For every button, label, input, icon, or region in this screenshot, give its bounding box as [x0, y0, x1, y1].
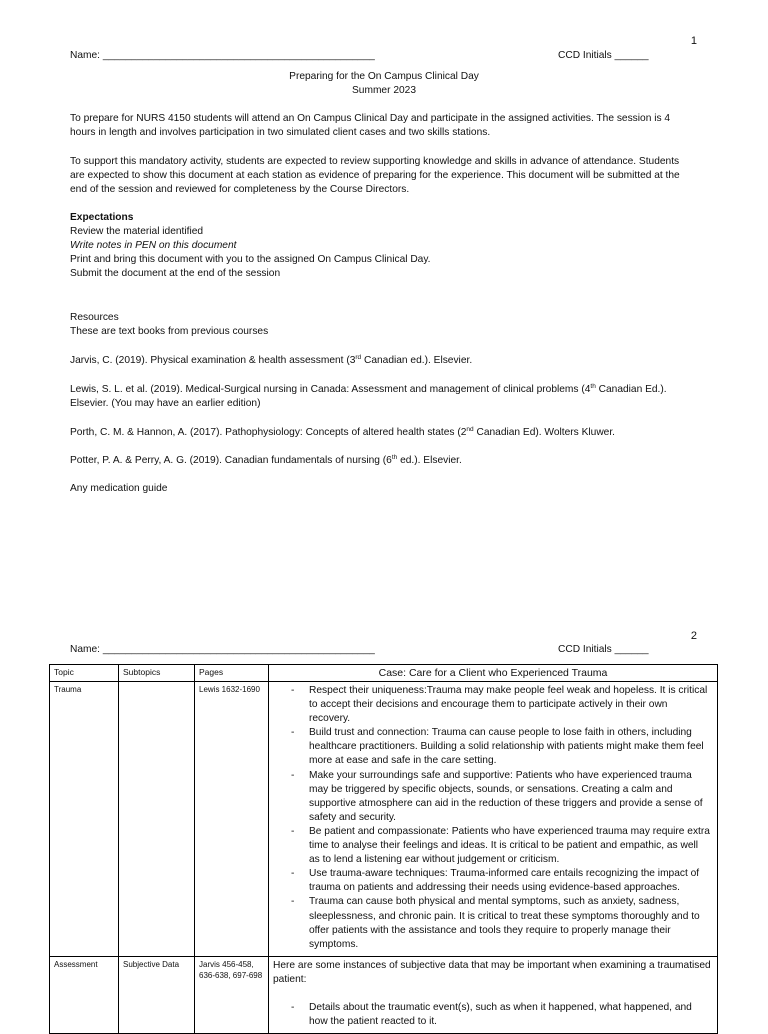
expectation-item: Print and bring this document with you to the assigned On Campus Clinical Day. [70, 254, 431, 265]
row-subtopic [119, 682, 195, 957]
resources-heading: Resources [70, 312, 119, 323]
expectation-item: Submit the document at the end of the session [70, 268, 281, 279]
row-topic: Assessment [50, 956, 119, 1033]
header-case: Case: Care for a Client who Experienced Trauma [269, 665, 718, 682]
list-item: - Details about the traumatic event(s), such as when it happened, what happened, and how the patient reacted to it. [309, 1001, 711, 1029]
resources-subheading: These are text books from previous courses [70, 326, 269, 337]
expectations-heading: Expectations [70, 212, 134, 223]
document-term: Summer 2023 [352, 85, 416, 96]
row-topic: Trauma [50, 682, 119, 957]
page-number: 1 [690, 35, 697, 47]
reference-lewis: Lewis, S. L. et al. (2019). Medical-Surgical nursing in Canada: Assessment and management of clinical problems (4th Canadian Ed.). Elsevier. (You may have an earlier edition) [70, 383, 667, 409]
page-number: 2 [690, 630, 697, 642]
list-item: - Be patient and compassionate: Patients who have experienced trauma may require extra time to analyse their feelings and ideas. It is critical to be patient and empathic, as well as to lend a listening ear without judgement or criticism. [309, 825, 711, 867]
list-item: - Respect their uniqueness:Trauma may make people feel weak and hopeless. It is critical to accept their decisions and encourage them to participate actively in their own recovery. [309, 684, 711, 726]
list-item: - Make your surroundings safe and supportive: Patients who have experienced trauma may be triggered by specific objects, sounds, or sensations. Creating a calm and supportive atmosphere can aid in the reduction of these triggers and provide a sense of safety and security. [309, 769, 711, 825]
reference-jarvis: Jarvis, C. (2019). Physical examination & health assessment (3rd Canadian ed.). Elsevier. [70, 354, 473, 366]
reference-porth: Porth, C. M. & Hannon, A. (2017). Pathophysiology: Concepts of altered health states (2nd Canadian Ed). Wolters Kluwer. [70, 426, 616, 438]
list-item: - Use trauma-aware techniques: Trauma-informed care entails recognizing the impact of trauma on patients and addressing their needs using evidence-based approaches. [309, 867, 711, 895]
trauma-case-table [49, 664, 718, 1034]
resources-section [70, 311, 690, 339]
intro-paragraph: To prepare for NURS 4150 students will attend an On Campus Clinical Day and participate in the assigned activities. The session is 4 hours in length and involves participation in two simulated client cases and two skills stations. [70, 113, 671, 138]
table-row [50, 682, 718, 957]
row-pages: Jarvis 456-458, 636-638, 697-698 [195, 956, 269, 1033]
row-subtopic: Subjective Data [119, 956, 195, 1033]
table-header-row [50, 665, 718, 682]
medication-guide-note: Any medication guide [70, 483, 168, 494]
ccd-initials-field: CCD Initials ______ [558, 644, 649, 655]
ccd-initials-field: CCD Initials ______ [558, 50, 649, 61]
reference-potter: Potter, P. A. & Perry, A. G. (2019). Canadian fundamentals of nursing (6th ed.). Elsevier. [70, 454, 462, 466]
header-pages: Pages [195, 665, 269, 682]
expectations-section [70, 211, 690, 281]
row-intro-text: Here are some instances of subjective data that may be important when examining a traumatised patient: [273, 959, 711, 985]
header-topic: Topic [50, 665, 119, 682]
name-field-line: Name: ________________________________________________ [70, 50, 375, 61]
header-subtopics: Subtopics [119, 665, 195, 682]
row-notes [269, 956, 718, 1033]
row-notes [269, 682, 718, 957]
list-item: - Build trust and connection: Trauma can cause people to lose faith in others, including healthcare practitioners. Building a solid relationship with patients might make them feel more at ease and safe in the care setting. [309, 726, 711, 768]
expectation-item: Review the material identified [70, 226, 204, 237]
document-title: Preparing for the On Campus Clinical Day [289, 71, 479, 82]
support-paragraph: To support this mandatory activity, students are expected to review supporting knowledge and skills in advance of attendance. Students are expected to show this document at each station as evidence of preparing for the experience. This document will be submitted at the end of the session and reviewed for completeness by the Course Directors. [70, 156, 680, 195]
list-item: - Trauma can cause both physical and mental symptoms, such as anxiety, sadness, sleeplessness, and chronic pain. It is critical to treat these symptoms thoroughly and to offer patients with the assistance and tools they require to properly manage their symptoms. [309, 895, 711, 951]
name-field-line: Name: ________________________________________________ [70, 644, 375, 655]
expectation-item: Write notes in PEN on this document [70, 240, 237, 251]
row-pages: Lewis 1632-1690 [195, 682, 269, 957]
table-row [50, 956, 718, 1033]
